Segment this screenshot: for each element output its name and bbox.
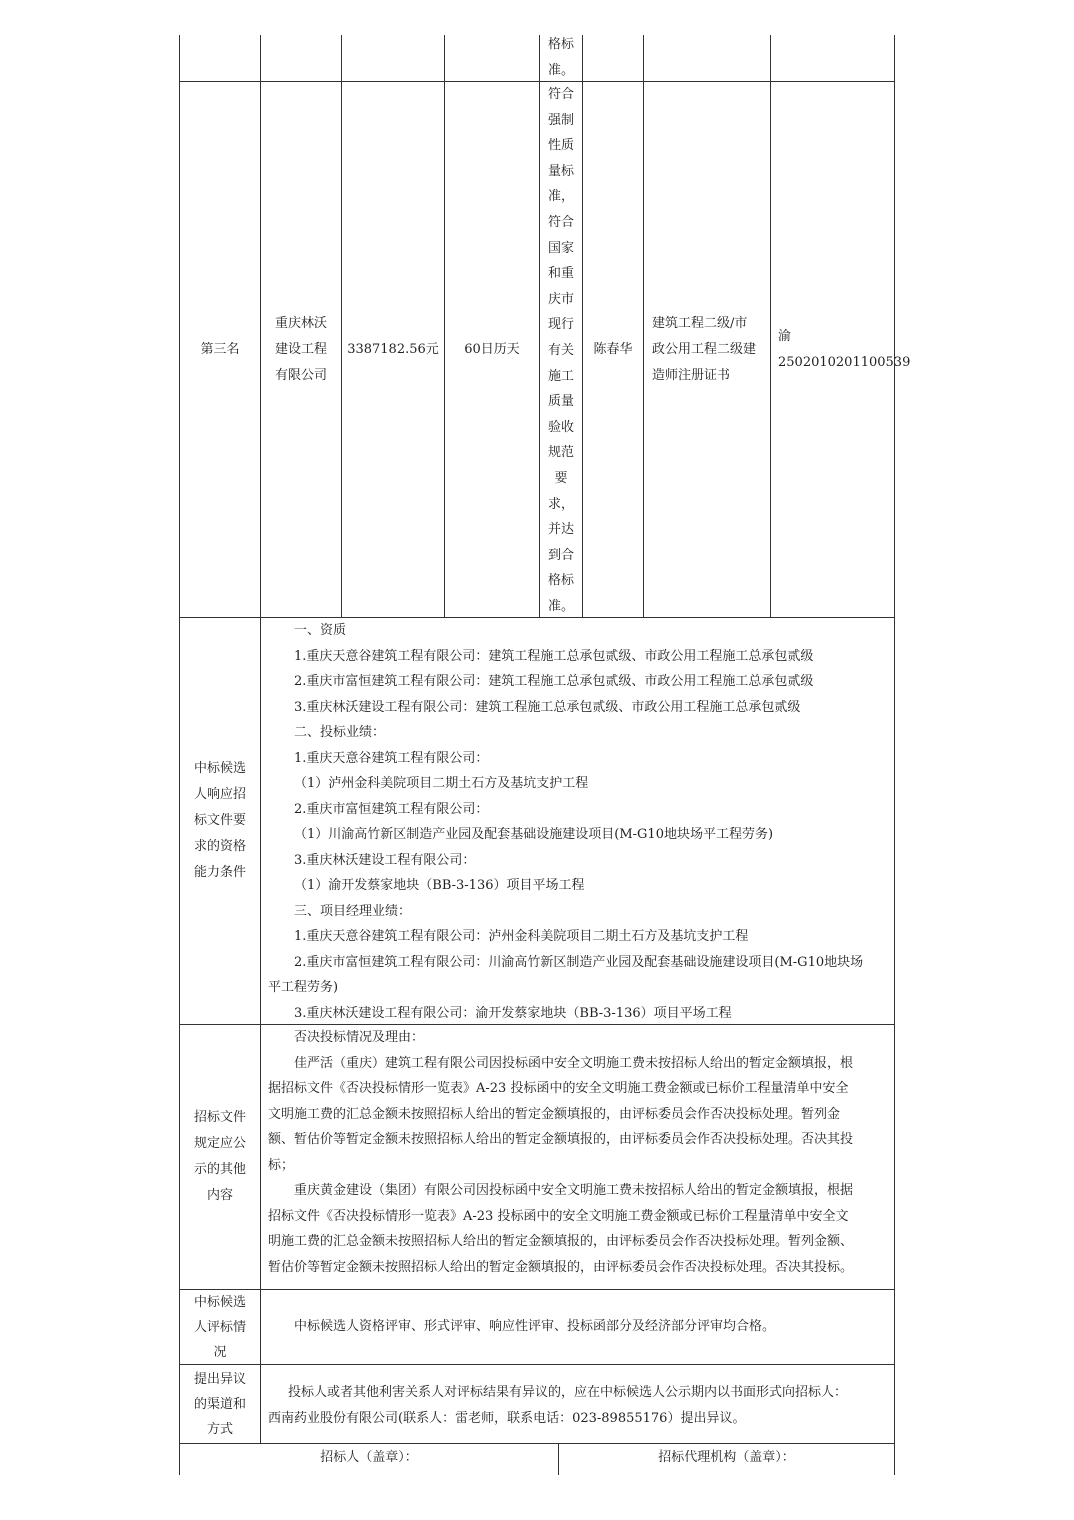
paragraph-line: 1.重庆天意谷建筑工程有限公司： xyxy=(294,750,489,766)
paragraph-line: （1）渝开发蔡家地块（BB-3-136）项目平场工程 xyxy=(294,878,585,893)
paragraph-line: 3.重庆林沃建设工程有限公司：渝开发蔡家地块（BB-3-136）项目平场工程 xyxy=(294,1005,732,1021)
paragraph-line: 2.重庆市富恒建筑工程有限公司：建筑工程施工总承包贰级、市政公用工程施工总承包贰级 xyxy=(294,674,814,689)
paragraph-line: 文明施工费的汇总金额未按照招标人给出的暂定金额填报的，由评标委员会作否决投标处理。暂列金 xyxy=(268,1106,841,1122)
paragraph-line: 二、投标业绩： xyxy=(294,725,386,740)
project-manager: 陈春华 xyxy=(593,341,633,357)
paragraph-line: 平工程劳务) xyxy=(268,980,339,995)
paragraph-line: 否决投标情况及理由： xyxy=(294,1030,425,1045)
other-content xyxy=(268,1025,892,1280)
paragraph-line: 佳严活（重庆）建筑工程有限公司因投标函中安全文明施工费未按招标人给出的暂定金额填报，根 xyxy=(294,1055,854,1071)
paragraph-line: （1）川渝高竹新区制造产业园及配套基础设施建设项目(M-G10地块场平工程劳务) xyxy=(294,827,774,842)
paragraph-line: 招标文件《否决投标情形一览表》A-23 投标函中的安全文明施工费金额或已标价工程量清单中安全文 xyxy=(268,1208,849,1224)
paragraph-line: 投标人或者其他利害关系人对评标结果有异议的，应在中标候选人公示期内以书面形式向招标人： xyxy=(288,1385,848,1400)
row-divider xyxy=(179,1364,895,1365)
paragraph-line: 标； xyxy=(268,1157,295,1173)
paragraph-line: 3.重庆林沃建设工程有限公司：建筑工程施工总承包贰级、市政公用工程施工总承包贰级 xyxy=(294,699,801,715)
rank-label: 第三名 xyxy=(200,341,240,357)
manager-certificate: 建筑工程二级/市 政公用工程二级建 造师注册证书 xyxy=(652,315,757,383)
paragraph-line: 西南药业股份有限公司(联系人：雷老师，联系电话：023-89855176）提出异议。 xyxy=(268,1410,746,1426)
paragraph-line: （1）泸州金科美院项目二期土石方及基坑支护工程 xyxy=(294,776,589,791)
paragraph-line: 1.重庆天意谷建筑工程有限公司：泸州金科美院项目二期土石方及基坑支护工程 xyxy=(294,929,749,944)
paragraph-line: 2.重庆市富恒建筑工程有限公司：川渝高竹新区制造产业园及配套基础设施建设项目(M-G10地块场 xyxy=(294,954,864,970)
objection-content xyxy=(268,1380,892,1431)
paragraph-line: 重庆黄金建设（集团）有限公司因投标函中安全文明施工费未按招标人给出的暂定金额填报，根据 xyxy=(294,1183,854,1198)
evaluation-label: 中标候选 人评标情 况 xyxy=(193,1294,246,1360)
bid-price: 3387182.56元 xyxy=(347,341,439,357)
agency-seal: 招标代理机构（盖章）： xyxy=(658,1450,795,1465)
paragraph-line: 2.重庆市富恒建筑工程有限公司： xyxy=(294,801,489,817)
tenderer-seal: 招标人（盖章）： xyxy=(320,1450,418,1465)
qualification-content xyxy=(268,618,892,1026)
paragraph-line: 暂估价等暂定金额未按照招标人给出的暂定金额填报的，由评标委员会作否决投标处理。否决其投标。 xyxy=(268,1259,854,1275)
paragraph-line: 明施工费的汇总金额未按照招标人给出的暂定金额填报的，由评标委员会作否决投标处理。暂列金额、 xyxy=(268,1234,854,1249)
paragraph-line: 三、项目经理业绩： xyxy=(294,903,412,919)
other-content-label: 招标文件 规定应公 示的其他 内容 xyxy=(193,1110,246,1203)
duration: 60日历天 xyxy=(464,341,520,357)
paragraph-line: 据招标文件《否决投标情形一览表》A-23 投标函中的安全文明施工费金额或已标价工程量清单中安全 xyxy=(268,1081,849,1096)
paragraph-line: 3.重庆林沃建设工程有限公司： xyxy=(294,852,476,868)
paragraph-line: 一、资质 xyxy=(294,623,347,638)
paragraph-line: 1.重庆天意谷建筑工程有限公司：建筑工程施工总承包贰级、市政公用工程施工总承包贰级 xyxy=(294,648,814,664)
quality-standard: 符合 强制 性质 量标 准， 符合 国家 和重 庆市 现行 有关 施工 质量 验收 规范 要 求， 并达 到合 格标 准。 xyxy=(547,87,574,614)
certificate-number: 渝 2502010201100539 xyxy=(778,328,911,370)
evaluation-content: 中标候选人资格评审、形式评审、响应性评审、投标函部分及经济部分评审均合格。 xyxy=(294,1319,776,1334)
objection-label: 提出异议 的渠道和 方式 xyxy=(193,1371,246,1437)
table-border-right xyxy=(894,35,895,1475)
paragraph-line: 额、暂估价等暂定金额未按照招标人给出的暂定金额填报的，由评标委员会作否决投标处理。否决其投 xyxy=(268,1132,854,1147)
company-name: 重庆林沃 建设工程 有限公司 xyxy=(274,315,327,383)
quality-tail: 格标 准。 xyxy=(547,37,574,78)
qualification-label: 中标候选 人响应招 标文件要 求的资格 能力条件 xyxy=(193,761,246,880)
